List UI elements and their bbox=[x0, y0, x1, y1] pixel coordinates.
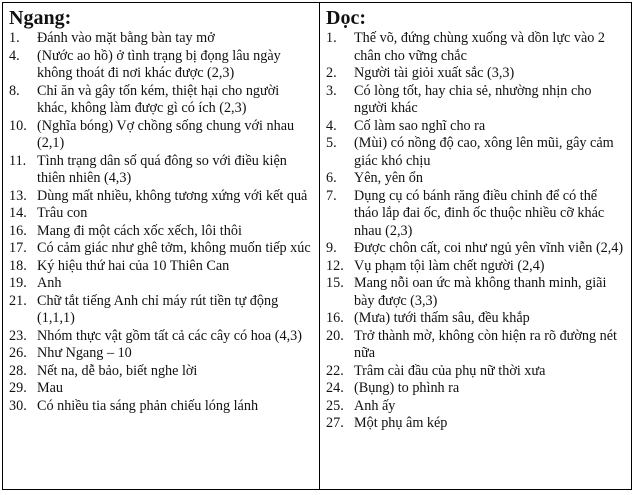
clue-text: Ký hiệu thứ hai của 10 Thiên Can bbox=[37, 257, 230, 274]
across-clue bbox=[9, 363, 313, 381]
across-clue bbox=[9, 118, 313, 153]
clue-number: 8. bbox=[9, 82, 20, 99]
across-clue bbox=[9, 240, 313, 258]
across-clue bbox=[9, 380, 313, 398]
clue-number: 22. bbox=[326, 362, 344, 379]
across-clue-list bbox=[9, 30, 313, 415]
clue-number: 20. bbox=[326, 327, 344, 344]
clue-text: Vụ phạm tội làm chết người (2,4) bbox=[354, 257, 545, 274]
clue-number: 4. bbox=[9, 47, 20, 64]
down-heading: Dọc: bbox=[326, 7, 366, 29]
down-clue bbox=[326, 310, 625, 328]
clue-text: Như Ngang – 10 bbox=[37, 345, 132, 361]
down-clue bbox=[326, 328, 625, 363]
clue-number: 12. bbox=[326, 257, 344, 274]
clue-number: 16. bbox=[9, 222, 27, 239]
across-clue bbox=[9, 205, 313, 223]
clue-number: 19. bbox=[9, 275, 27, 291]
down-clue bbox=[326, 170, 625, 188]
clue-number: 5. bbox=[326, 135, 337, 151]
down-clue bbox=[326, 188, 625, 241]
clue-number: 2. bbox=[326, 65, 337, 81]
clue-text: Thế võ, đứng chùng xuống và dồn lực vào 2 chân cho vững chắc bbox=[354, 30, 606, 64]
clue-text: Đánh vào mặt bằng bàn tay mở bbox=[37, 30, 215, 46]
down-clue bbox=[326, 135, 625, 170]
clue-text: Nết na, dễ bảo, biết nghe lời bbox=[37, 362, 198, 379]
clue-number: 6. bbox=[326, 170, 337, 186]
clue-number: 26. bbox=[9, 345, 27, 361]
clue-number: 16. bbox=[326, 310, 344, 326]
clue-number: 25. bbox=[326, 397, 344, 414]
down-clue bbox=[326, 30, 625, 65]
clue-number: 1. bbox=[9, 30, 20, 46]
across-clue bbox=[9, 223, 313, 241]
clue-number: 23. bbox=[9, 327, 27, 344]
clue-text: Tình trạng dân số quá đông so với điều kiện thiên nhiên (4,3) bbox=[37, 152, 287, 186]
across-clue bbox=[9, 30, 313, 48]
down-column bbox=[320, 3, 631, 489]
clue-text: Có nhiều tia sáng phản chiếu lóng lánh bbox=[37, 397, 259, 414]
down-clue bbox=[326, 118, 625, 136]
across-clue bbox=[9, 258, 313, 276]
clue-text: Mang đi một cách xốc xếch, lôi thôi bbox=[37, 222, 242, 239]
clue-text: Yên, yên ổn bbox=[354, 170, 423, 186]
clue-number: 7. bbox=[326, 187, 337, 204]
clue-number: 30. bbox=[9, 397, 27, 414]
clue-text: Nhóm thực vật gồm tất cả các cây có hoa (4,3) bbox=[37, 327, 302, 344]
clue-text: Trâm cài đầu của phụ nữ thời xưa bbox=[354, 362, 546, 379]
clue-text: Chỉ ăn và gây tốn kém, thiệt hại cho người khác, không làm được gì có ích (2,3) bbox=[37, 82, 280, 116]
crossword-clues-table bbox=[2, 2, 632, 490]
clue-number: 21. bbox=[9, 292, 27, 309]
clue-text: Một phụ âm kép bbox=[354, 415, 448, 431]
clue-number: 24. bbox=[326, 380, 344, 396]
across-heading: Ngang: bbox=[9, 7, 72, 29]
clue-text: Trâu con bbox=[37, 205, 88, 221]
clue-number: 10. bbox=[9, 117, 27, 134]
clue-text: Người tài giỏi xuất sắc (3,3) bbox=[354, 65, 515, 81]
down-clue bbox=[326, 258, 625, 276]
down-clue bbox=[326, 83, 625, 118]
clue-text: Mang nỗi oan ức mà không thanh minh, giãi bày được (3,3) bbox=[354, 275, 607, 309]
clue-number: 11. bbox=[9, 152, 27, 169]
clue-text: (Mùi) có nồng độ cao, xông lên mũi, gây cảm giác khó chịu bbox=[354, 135, 614, 169]
clue-number: 28. bbox=[9, 362, 27, 379]
clue-text: Có cảm giác như ghê tởm, không muốn tiếp xúc bbox=[37, 240, 311, 256]
clue-text: Dụng cụ có bánh răng điều chỉnh để có thể tháo lắp đai ốc, đinh ốc thuộc nhiều cỡ khác nhau (2,3) bbox=[354, 187, 605, 239]
across-clue bbox=[9, 293, 313, 328]
clue-text: Được chôn cất, coi như ngủ yên vĩnh viễn (2,4) bbox=[354, 240, 624, 256]
clue-number: 27. bbox=[326, 415, 344, 431]
clue-text: Anh bbox=[37, 275, 62, 291]
clue-text: Trở thành mờ, không còn hiện ra rõ đường nét nữa bbox=[354, 327, 617, 361]
clue-number: 18. bbox=[9, 257, 27, 274]
across-clue bbox=[9, 48, 313, 83]
down-clue bbox=[326, 415, 625, 433]
clue-text: Có lòng tốt, hay chia sẻ, nhường nhịn cho người khác bbox=[354, 82, 592, 116]
down-clue bbox=[326, 380, 625, 398]
across-clue bbox=[9, 398, 313, 416]
down-clue bbox=[326, 275, 625, 310]
down-clue bbox=[326, 398, 625, 416]
clue-number: 13. bbox=[9, 187, 27, 204]
across-clue bbox=[9, 188, 313, 206]
clue-number: 29. bbox=[9, 380, 27, 396]
clue-text: (Nghĩa bóng) Vợ chồng sống chung với nhau (2,1) bbox=[37, 117, 295, 151]
across-clue bbox=[9, 275, 313, 293]
clue-text: Cố làm sao nghĩ cho ra bbox=[354, 117, 486, 134]
clue-number: 3. bbox=[326, 82, 337, 99]
clue-text: Mau bbox=[37, 380, 64, 396]
across-clue bbox=[9, 83, 313, 118]
clue-number: 1. bbox=[326, 30, 337, 46]
across-clue bbox=[9, 328, 313, 346]
clue-number: 4. bbox=[326, 117, 337, 134]
clue-number: 17. bbox=[9, 240, 27, 256]
clue-text: Anh ấy bbox=[354, 397, 396, 414]
across-clue bbox=[9, 153, 313, 188]
clue-text: (Mưa) tưới thấm sâu, đều khắp bbox=[354, 310, 530, 326]
clue-text: (Nước ao hồ) ở tình trạng bị đọng lâu ngày không thoát đi nơi khác được (2,3) bbox=[37, 47, 281, 81]
clue-number: 9. bbox=[326, 240, 337, 256]
down-clue bbox=[326, 240, 625, 258]
across-column bbox=[3, 3, 320, 489]
down-clue bbox=[326, 65, 625, 83]
clue-number: 15. bbox=[326, 275, 344, 291]
down-clue-list bbox=[326, 30, 625, 433]
clue-text: Chữ tắt tiếng Anh chỉ máy rút tiền tự động (1,1,1) bbox=[37, 292, 279, 326]
across-clue bbox=[9, 345, 313, 363]
clue-text: (Bụng) to phình ra bbox=[354, 380, 460, 396]
down-clue bbox=[326, 363, 625, 381]
clue-number: 14. bbox=[9, 205, 27, 221]
clue-text: Dùng mất nhiều, không tương xứng với kết quả bbox=[37, 187, 308, 204]
